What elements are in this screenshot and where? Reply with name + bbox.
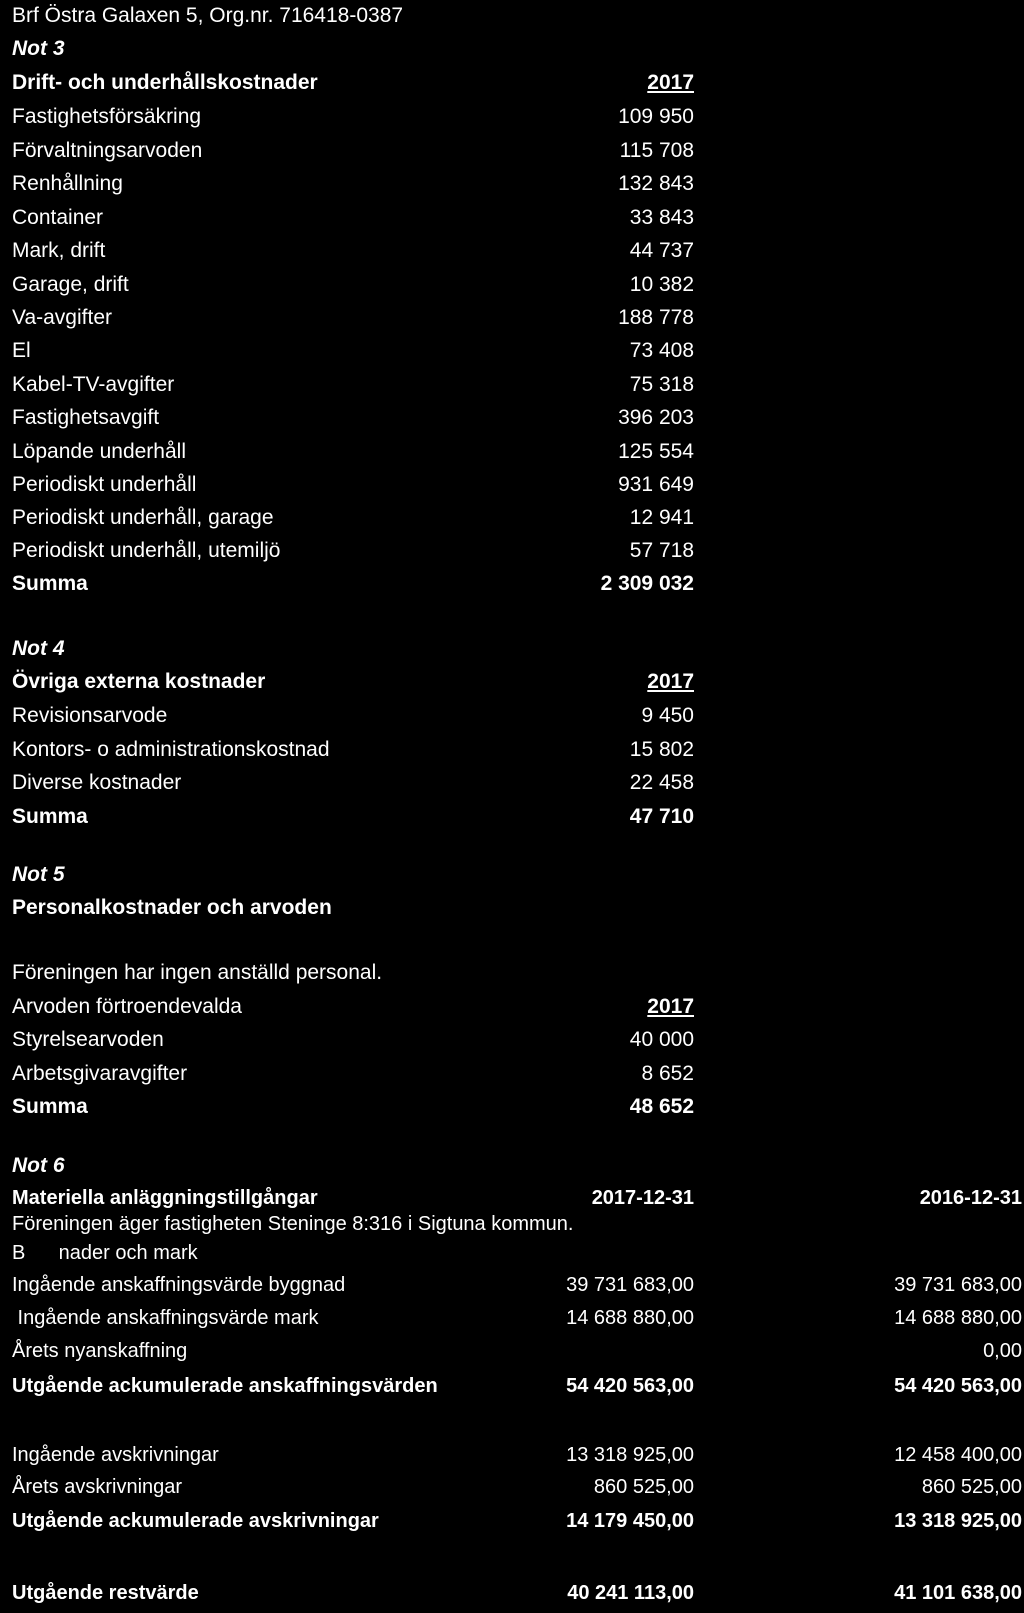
note5-sum-value: 48 652: [629, 1095, 694, 1118]
note6-col1-header: 2017-12-31: [591, 1187, 694, 1209]
note4-row-value: 15 802: [629, 738, 694, 761]
note3-row-value: 75 318: [629, 373, 694, 396]
note6-row-value-2016: 14 688 880,00: [894, 1307, 1022, 1329]
note3-title: Drift- och underhållskostnader: [12, 71, 318, 94]
note3-row-value: 115 708: [619, 139, 694, 162]
note4-label: Not 4: [12, 637, 65, 660]
note3-row-value: 125 554: [618, 440, 694, 463]
note3-row-value: 33 843: [629, 206, 694, 229]
note3-row-value: 12 941: [629, 506, 694, 529]
note3-row-label: Löpande underhåll: [12, 440, 186, 463]
note3-row-label: Container: [12, 206, 104, 229]
note6-title: Materiella anläggningstillgångar: [12, 1187, 318, 1209]
note3-row-label: Fastighetsförsäkring: [12, 105, 202, 128]
note5-sum-label: Summa: [12, 1095, 88, 1118]
note3-row-label: El: [12, 339, 31, 362]
note6-row-value-2017: 40 241 113,00: [567, 1582, 694, 1604]
note6-row-label: Utgående restvärde: [12, 1582, 199, 1604]
note4-row-value: 22 458: [629, 771, 694, 794]
note3-row-value: 10 382: [629, 273, 694, 296]
note6-col2-header: 2016-12-31: [919, 1187, 1022, 1209]
note4-title: Övriga externa kostnader: [12, 670, 266, 693]
note3-row-value: 109 950: [618, 105, 694, 128]
note3-sum-label: Summa: [12, 572, 88, 595]
note3-sum-value: 2 309 032: [600, 572, 694, 595]
note6-row-label: Ingående anskaffningsvärde byggnad: [12, 1274, 346, 1296]
note6-section: B nader och mark: [12, 1242, 198, 1264]
note3-row-label: Va-avgifter: [12, 306, 112, 329]
note3-row-value: 132 843: [618, 172, 694, 195]
note3-row-value: 396 203: [618, 406, 694, 429]
note3-row-label: Periodiskt underhåll: [12, 473, 197, 496]
note6-row-label: Utgående ackumulerade anskaffningsvärden: [12, 1375, 438, 1397]
note3-row-label: Periodiskt underhåll, garage: [12, 506, 274, 529]
note5-row-label: Styrelsearvoden: [12, 1028, 164, 1051]
note6-row-label: Ingående avskrivningar: [12, 1444, 219, 1466]
note6-row-value-2016: 12 458 400,00: [894, 1444, 1022, 1466]
note3-row-value: 188 778: [618, 306, 694, 329]
note5-row-label: Arbetsgivaravgifter: [12, 1062, 188, 1085]
note6-row-value-2016: 39 731 683,00: [894, 1274, 1022, 1296]
note4-year: 2017: [647, 670, 694, 693]
note4-row-label: Kontors- o administrationskostnad: [12, 738, 330, 761]
note3-row-value: 73 408: [629, 339, 694, 362]
note3-row-label: Renhållning: [12, 172, 123, 195]
note3-row-label: Periodiskt underhåll, utemiljö: [12, 539, 281, 562]
note5-label: Not 5: [12, 863, 65, 886]
note6-row-value-2016: 54 420 563,00: [894, 1375, 1022, 1397]
note6-row-value-2016: 41 101 638,00: [894, 1582, 1022, 1604]
note6-row-value-2017: 860 525,00: [593, 1476, 694, 1498]
note6-statement: Föreningen äger fastigheten Steninge 8:316 i Sigtuna kommun.: [12, 1213, 574, 1235]
note6-label: Not 6: [12, 1154, 65, 1177]
note3-row-label: Förvaltningsarvoden: [12, 139, 203, 162]
note3-row-label: Kabel-TV-avgifter: [12, 373, 175, 396]
note5-row-value: 40 000: [629, 1028, 694, 1051]
note6-row-value-2016: 0,00: [983, 1340, 1022, 1362]
note3-row-value: 931 649: [618, 473, 694, 496]
note3-row-label: Garage, drift: [12, 273, 129, 296]
note4-row-label: Diverse kostnader: [12, 771, 182, 794]
note6-row-label: Utgående ackumulerade avskrivningar: [12, 1510, 379, 1532]
note5-subtitle: Arvoden förtroendevalda: [12, 995, 242, 1018]
note3-year: 2017: [647, 71, 694, 94]
note5-year: 2017: [647, 995, 694, 1018]
note3-row-label: Fastighetsavgift: [12, 406, 160, 429]
note6-row-label: Årets nyanskaffning: [12, 1340, 188, 1362]
note3-row-value: 44 737: [629, 239, 694, 262]
document-header: Brf Östra Galaxen 5, Org.nr. 716418-0387: [12, 4, 404, 27]
note6-row-value-2017: 13 318 925,00: [566, 1444, 694, 1466]
note3-row-label: Mark, drift: [12, 239, 106, 262]
note4-row-label: Revisionsarvode: [12, 704, 168, 727]
note6-row-value-2017: 14 688 880,00: [566, 1307, 694, 1329]
note4-sum-label: Summa: [12, 805, 88, 828]
note5-title: Personalkostnader och arvoden: [12, 896, 332, 919]
note6-row-value-2016: 13 318 925,00: [894, 1510, 1022, 1532]
note5-statement: Föreningen har ingen anställd personal.: [12, 961, 383, 984]
note6-row-value-2017: 54 420 563,00: [566, 1375, 694, 1397]
note3-label: Not 3: [12, 37, 65, 60]
note4-row-value: 9 450: [641, 704, 694, 727]
note6-row-label: Årets avskrivningar: [12, 1476, 183, 1498]
note6-row-label: Ingående anskaffningsvärde mark: [12, 1307, 319, 1329]
note4-sum-value: 47 710: [629, 805, 694, 828]
note6-row-value-2016: 860 525,00: [921, 1476, 1022, 1498]
note6-row-value-2017: 39 731 683,00: [566, 1274, 694, 1296]
note5-row-value: 8 652: [641, 1062, 694, 1085]
note6-row-value-2017: 14 179 450,00: [566, 1510, 694, 1532]
note3-row-value: 57 718: [629, 539, 694, 562]
